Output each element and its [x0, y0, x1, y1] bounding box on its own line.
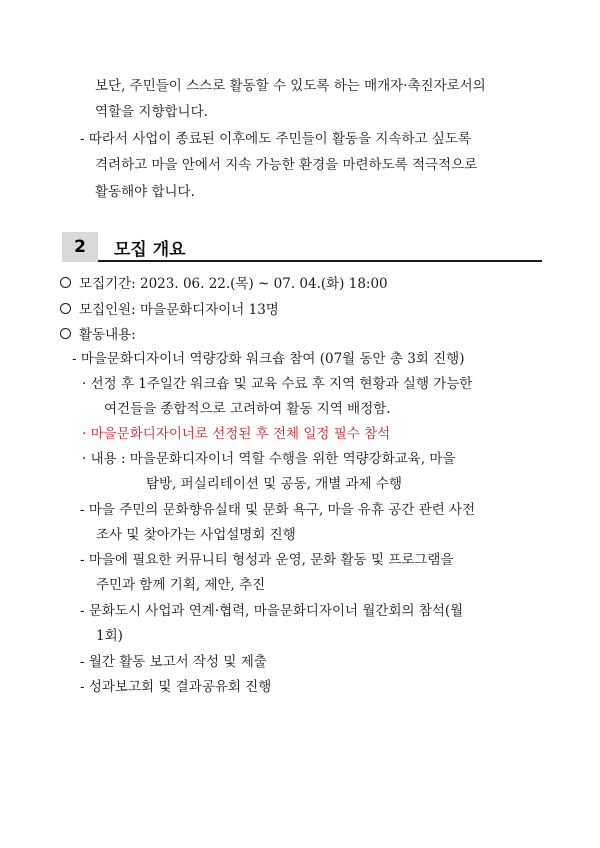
item-count-text: 모집인원: 마을문화디자이너 13명 [79, 302, 279, 318]
item-count [60, 300, 279, 320]
detail-survey-cont: 조사 및 찾아가는 사업설명회 진행 [96, 527, 296, 543]
section-underline [98, 260, 542, 262]
detail-community: - 마을에 필요한 커뮤니티 형성과 운영, 문화 활동 및 프로그램을 [80, 552, 454, 568]
detail-required-attendance: · 마을문화디자이너로 선정된 후 전체 일정 필수 참석 [82, 426, 391, 442]
intro-line-2: 역할을 지향합니다. [95, 104, 208, 120]
detail-meeting: - 문화도시 사업과 연계·협력, 마을문화디자이너 월간회의 참석(월 [80, 603, 464, 619]
intro-line-1: 보단, 주민들이 스스로 활동할 수 있도록 하는 매개자·촉진자로서의 [95, 78, 486, 94]
detail-content-cont: 탐방, 퍼실리테이션 및 공동, 개별 과제 수행 [146, 476, 403, 492]
detail-survey: - 마을 주민의 문화향유실태 및 문화 욕구, 마을 유휴 공간 관련 사전 [80, 502, 476, 518]
circle-bullet-icon [60, 277, 71, 288]
detail-content: · 내용 : 마을문화디자이너 역할 수행을 위한 역량강화교육, 마을 [82, 451, 456, 467]
detail-workshop-sub-1: · 선정 후 1주일간 워크숍 및 교육 수료 후 지역 현황과 실행 가능한 [82, 376, 473, 392]
intro-line-3: - 따라서 사업이 종료된 이후에도 주민들이 활동을 지속하고 싶도록 [80, 131, 471, 147]
detail-meeting-cont: 1회) [96, 628, 123, 644]
section-heading [62, 232, 542, 262]
item-period [60, 274, 388, 294]
item-activities-text: 활동내용: [79, 327, 136, 343]
intro-line-5: 활동해야 합니다. [95, 184, 195, 200]
item-activities [60, 325, 136, 345]
item-period-text: 모집기간: 2023. 06. 22.(목) ~ 07. 04.(화) 18:00 [79, 276, 388, 292]
detail-report: - 월간 활동 보고서 작성 및 제출 [80, 654, 267, 670]
intro-line-4: 격려하고 마을 안에서 지속 가능한 환경을 마련하도록 적극적으로 [95, 157, 478, 173]
detail-workshop-sub-1-cont: 여건들을 종합적으로 고려하여 활동 지역 배정함. [104, 401, 391, 417]
detail-workshop: - 마을문화디자이너 역량강화 워크숍 참여 (07월 동안 총 3회 진행) [72, 351, 465, 367]
detail-results: - 성과보고회 및 결과공유회 진행 [80, 679, 272, 695]
circle-bullet-icon [60, 303, 71, 314]
section-title: 모집 개요 [114, 240, 186, 260]
section-number: 2 [62, 232, 98, 262]
detail-community-cont: 주민과 함께 기획, 제안, 추진 [96, 577, 266, 593]
circle-bullet-icon [60, 328, 71, 339]
